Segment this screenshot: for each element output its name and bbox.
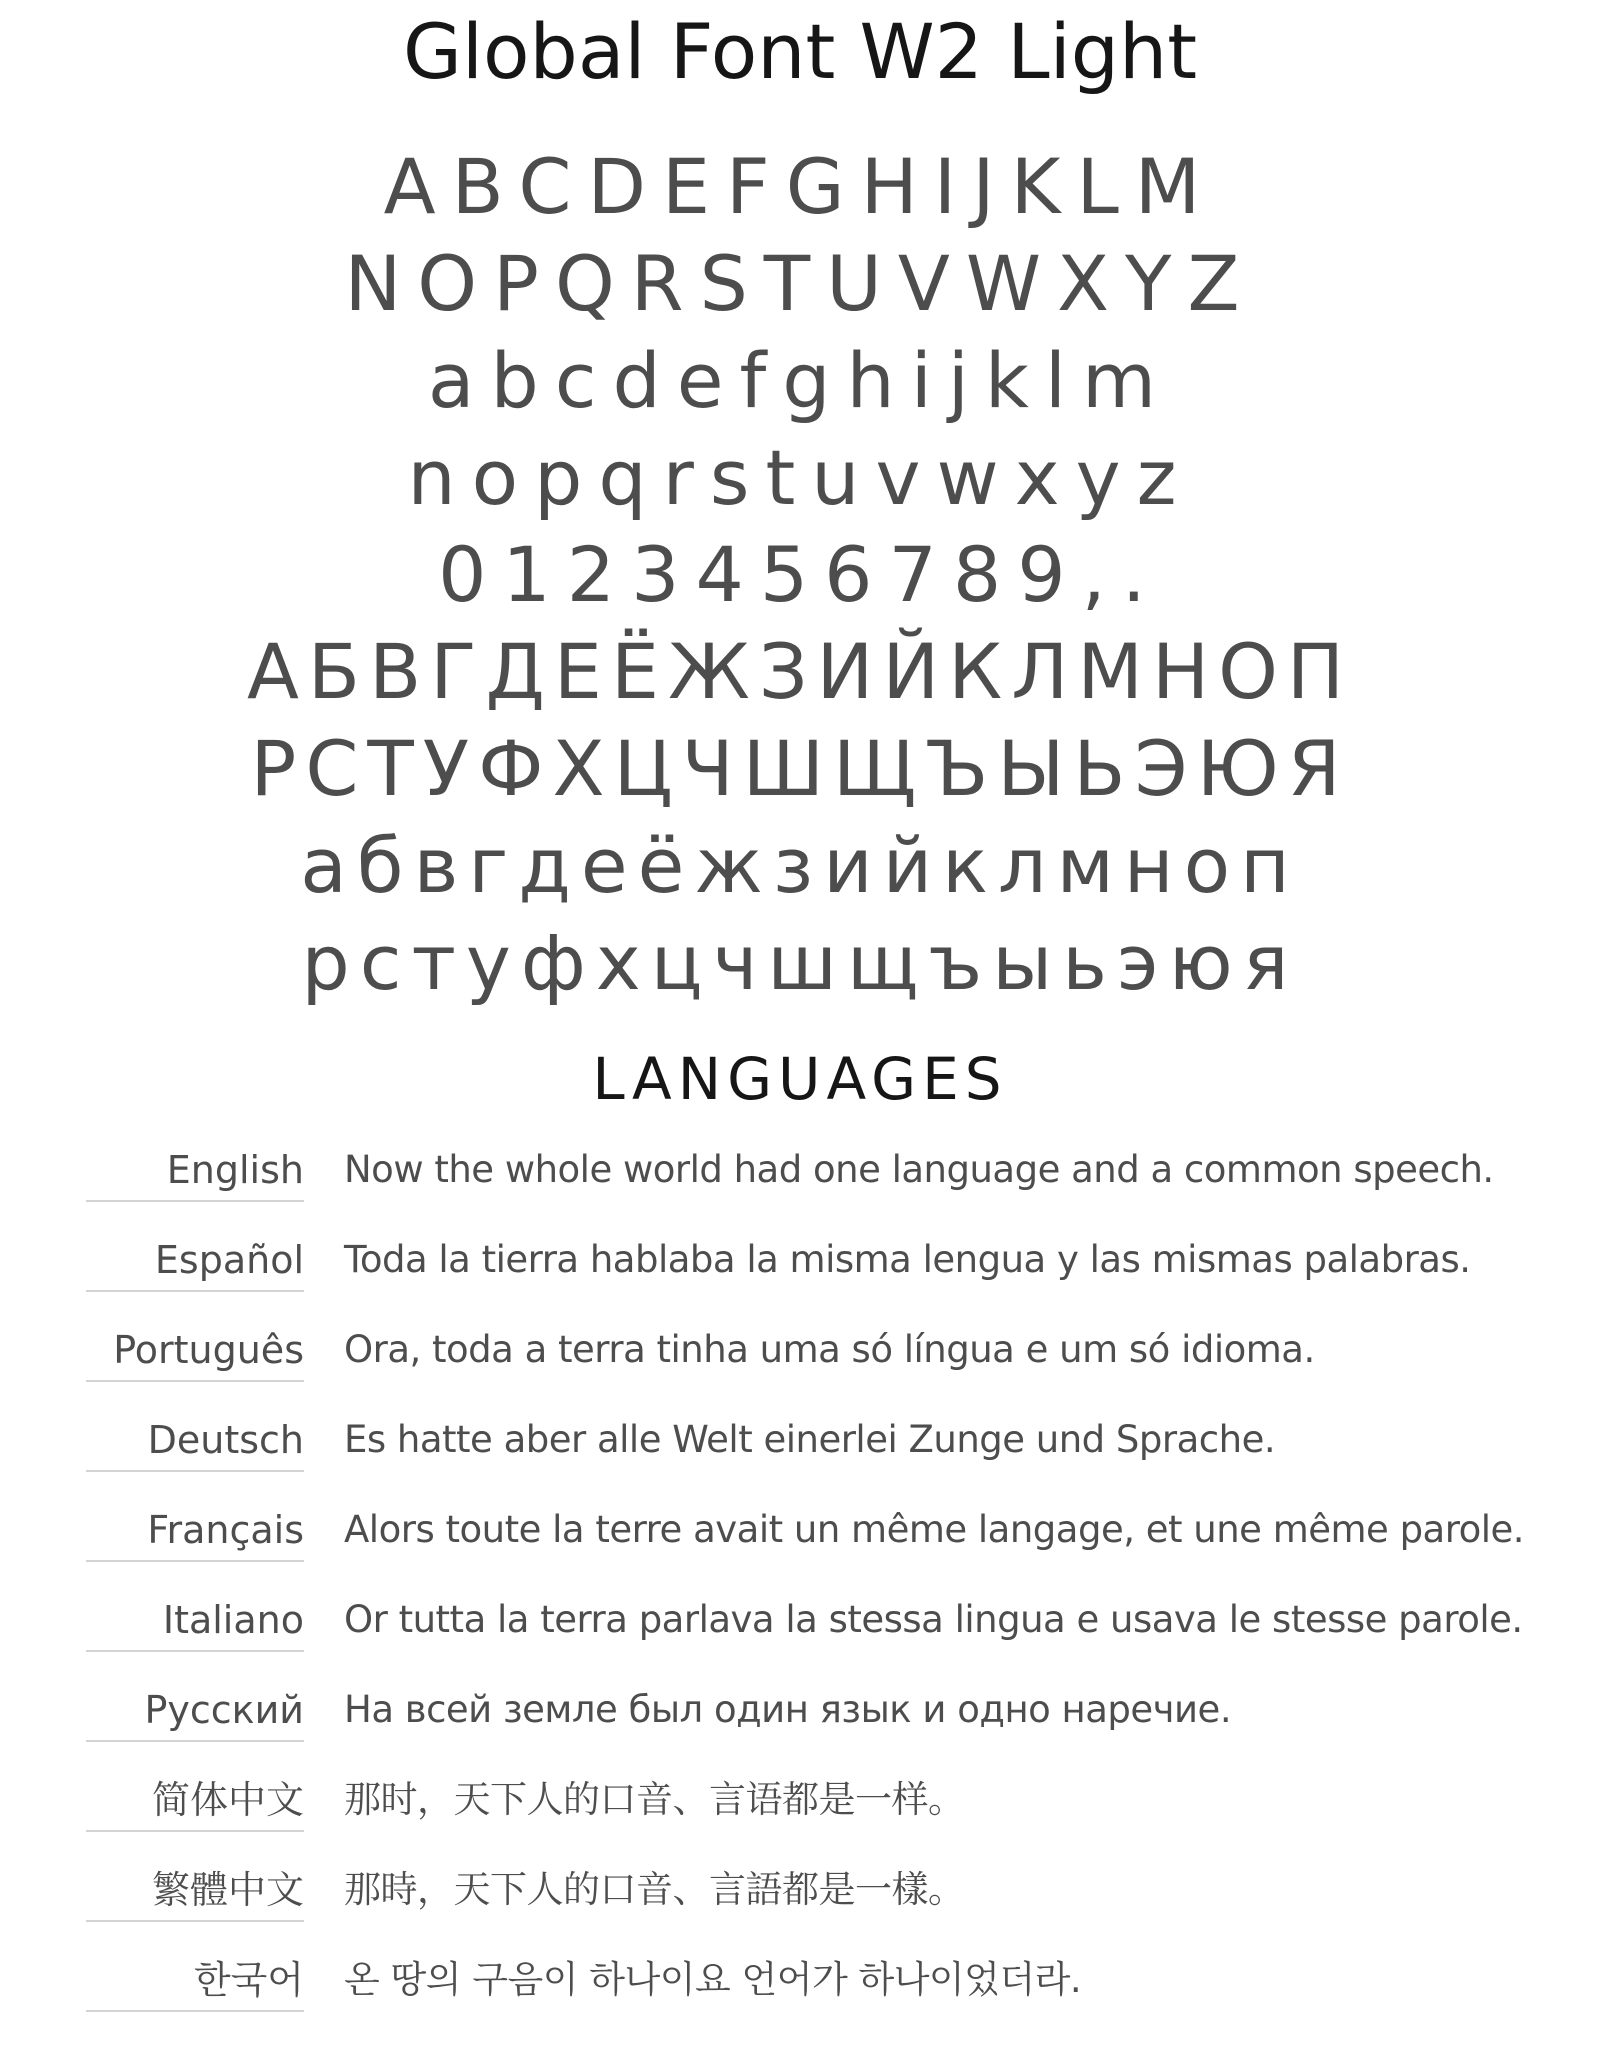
language-row-italiano bbox=[0, 1588, 1600, 1678]
language-sample: На всей земле был один язык и одно наречие. bbox=[344, 1688, 1232, 1731]
language-name: Deutsch bbox=[147, 1418, 304, 1462]
language-name: Русский bbox=[144, 1688, 304, 1732]
language-underline bbox=[86, 1380, 304, 1382]
language-underline bbox=[86, 1740, 304, 1742]
glyph-line-latin-upper-1: ABCDEFGHIJKLM bbox=[383, 142, 1217, 231]
language-name: 繁體中文 bbox=[151, 1868, 304, 1912]
language-row-simplified-chinese bbox=[0, 1768, 1600, 1858]
language-sample: 온 땅의 구음이 하나이요 언어가 하나이었더라. bbox=[344, 1958, 1082, 2001]
language-sample: 那時，天下人的口音、言語都是一樣。 bbox=[344, 1868, 965, 1911]
language-row-deutsch bbox=[0, 1408, 1600, 1498]
glyph-line-cyrillic-lower-2: рстуфхцчшщъыьэюя bbox=[301, 918, 1299, 1007]
language-underline bbox=[86, 1200, 304, 1202]
glyph-specimen bbox=[0, 138, 1600, 1011]
language-underline bbox=[86, 1470, 304, 1472]
glyph-line-digits: 0123456789,. bbox=[438, 530, 1162, 619]
language-name: 简体中文 bbox=[151, 1778, 304, 1822]
glyph-line-latin-upper-2: NOPQRSTUVWXYZ bbox=[344, 239, 1256, 328]
language-row-espanol bbox=[0, 1228, 1600, 1318]
glyph-line-cyrillic-upper-1: АБВГДЕЁЖЗИЙКЛМНОП bbox=[246, 627, 1354, 716]
language-underline bbox=[86, 1830, 304, 1832]
glyph-line-latin-lower-1: abcdefghijklm bbox=[427, 336, 1173, 425]
languages-list bbox=[0, 1138, 1600, 2038]
glyph-line-cyrillic-lower-1: абвгдеёжзийклмноп bbox=[300, 821, 1300, 910]
language-row-korean bbox=[0, 1948, 1600, 2038]
language-sample: Toda la tierra hablaba la misma lengua y las mismas palabras. bbox=[344, 1238, 1471, 1281]
glyph-line-latin-lower-2: nopqrstuvwxyz bbox=[407, 433, 1193, 522]
language-name: Português bbox=[113, 1328, 304, 1372]
language-name: 한국어 bbox=[193, 1958, 304, 2002]
language-underline bbox=[86, 1920, 304, 1922]
language-name: Français bbox=[147, 1508, 304, 1552]
language-sample: Alors toute la terre avait un même langage, et une même parole. bbox=[344, 1508, 1525, 1551]
language-sample: Now the whole world had one language and a common speech. bbox=[344, 1148, 1494, 1191]
language-sample: Ora, toda a terra tinha uma só língua e um só idioma. bbox=[344, 1328, 1315, 1371]
language-underline bbox=[86, 1560, 304, 1562]
language-sample: Or tutta la terra parlava la stessa lingua e usava le stesse parole. bbox=[344, 1598, 1523, 1641]
language-underline bbox=[86, 2010, 304, 2012]
language-row-portugues bbox=[0, 1318, 1600, 1408]
language-row-traditional-chinese bbox=[0, 1858, 1600, 1948]
font-title: Global Font W2 Light bbox=[402, 7, 1198, 96]
language-underline bbox=[86, 1290, 304, 1292]
language-name: Italiano bbox=[162, 1598, 304, 1642]
language-row-francais bbox=[0, 1498, 1600, 1588]
language-sample: Es hatte aber alle Welt einerlei Zunge und Sprache. bbox=[344, 1418, 1276, 1461]
language-row-english bbox=[0, 1138, 1600, 1228]
languages-heading: LANGUAGES bbox=[592, 1045, 1008, 1113]
language-row-russian bbox=[0, 1678, 1600, 1768]
language-sample: 那时，天下人的口音、言语都是一样。 bbox=[344, 1778, 965, 1821]
language-name: Español bbox=[154, 1238, 304, 1282]
language-underline bbox=[86, 1650, 304, 1652]
language-name: English bbox=[166, 1148, 304, 1192]
glyph-line-cyrillic-upper-2: РСТУФХЦЧШЩЪЫЬЭЮЯ bbox=[250, 724, 1350, 813]
